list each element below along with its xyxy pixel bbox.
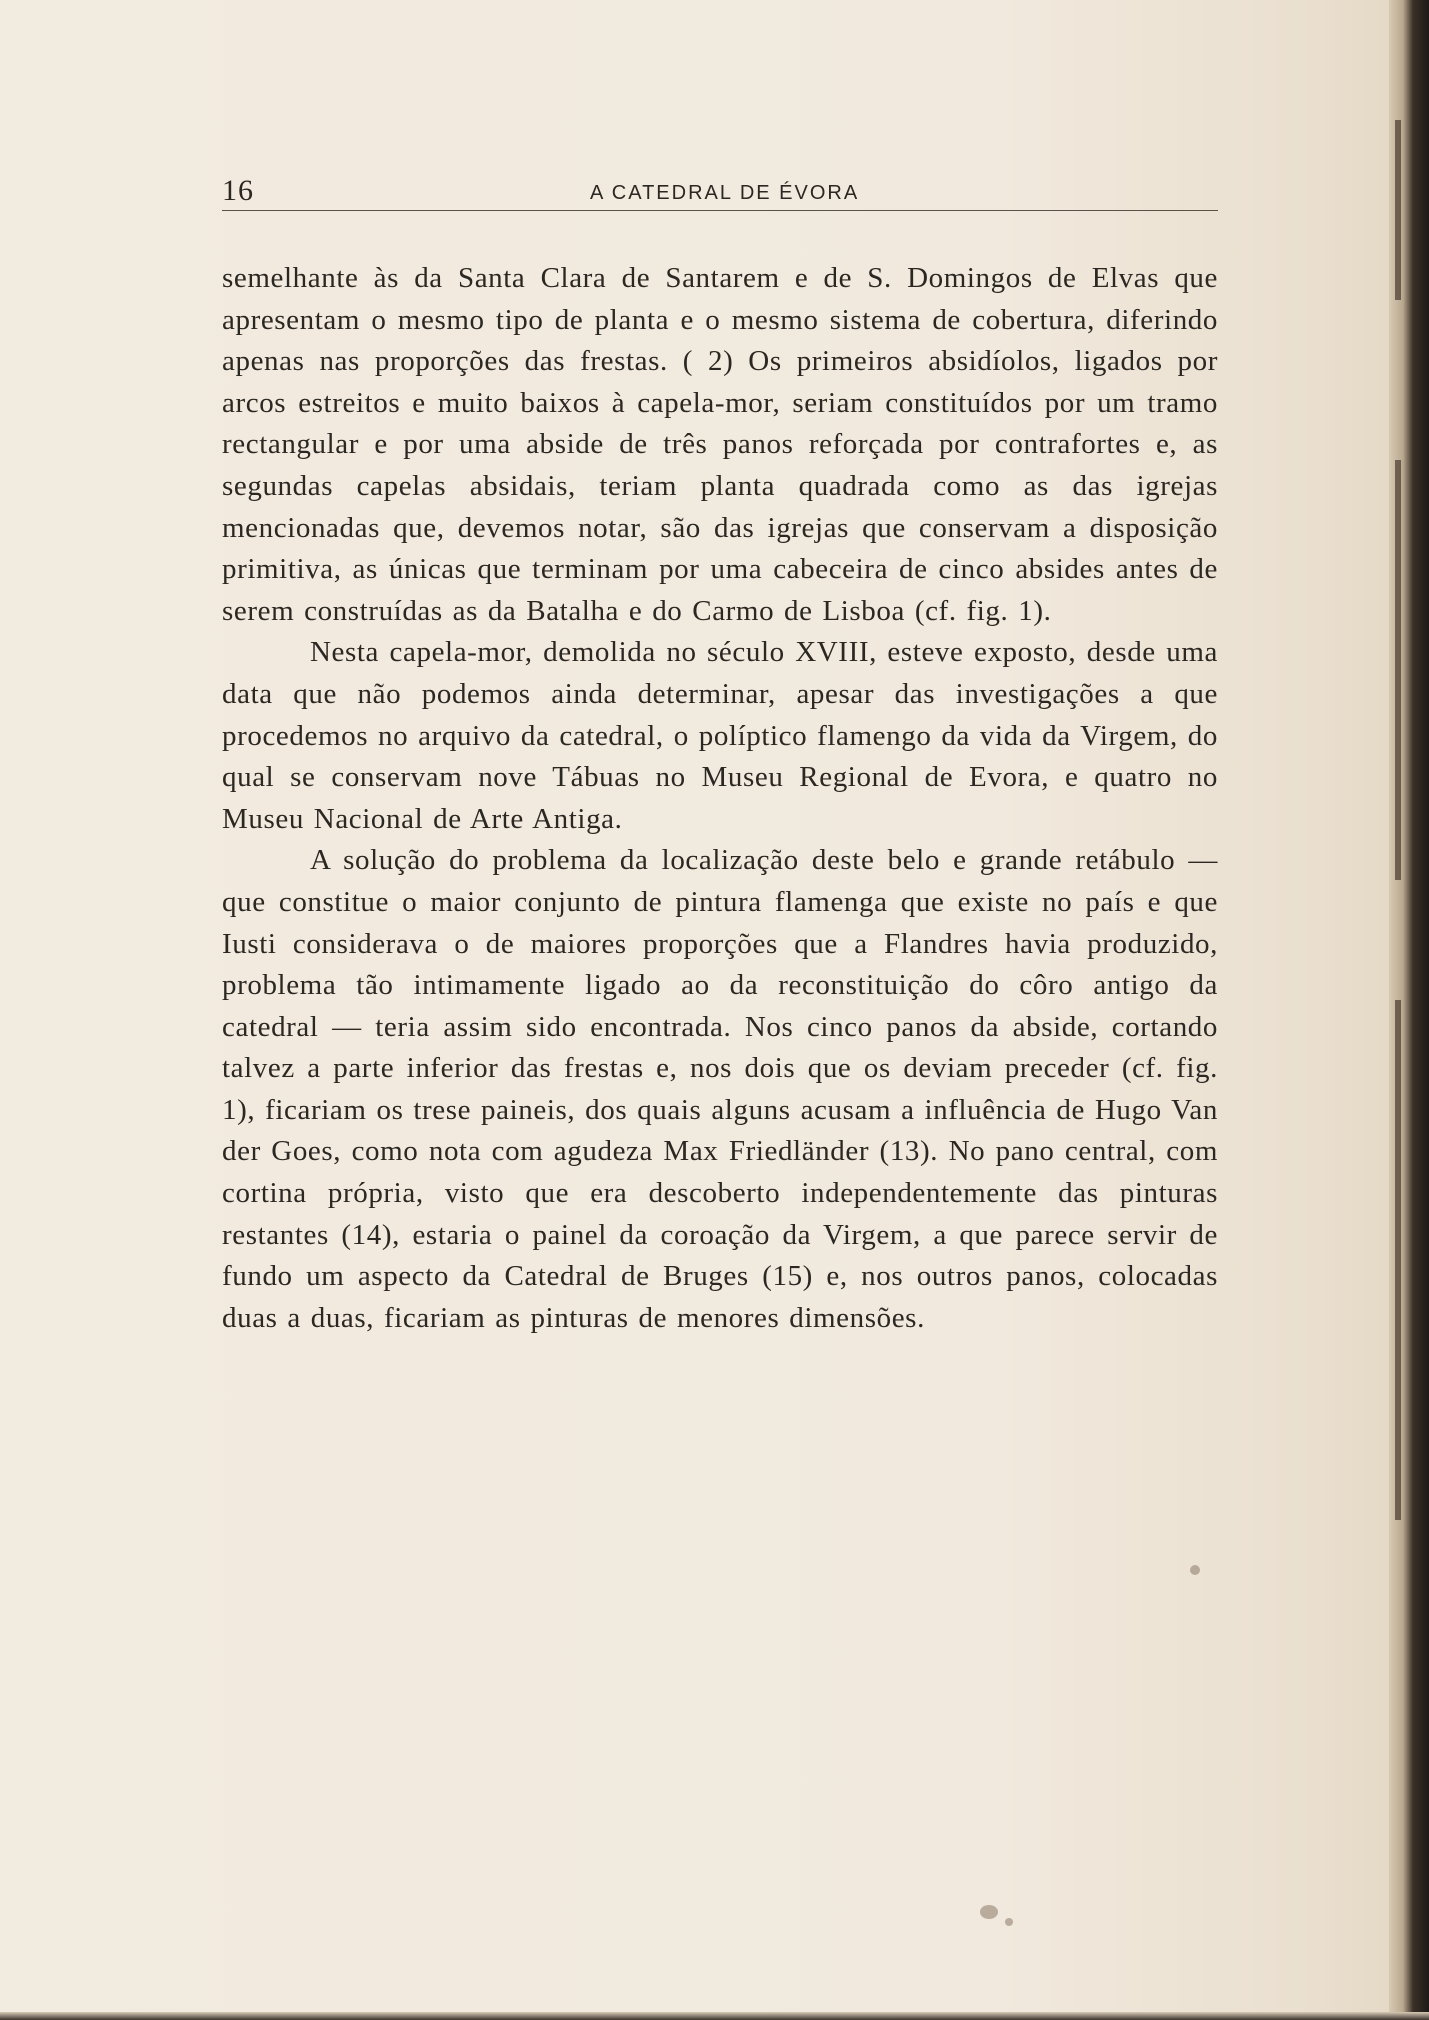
edge-stain xyxy=(1395,1000,1401,1520)
edge-stain xyxy=(1395,120,1401,300)
page-header xyxy=(222,170,1218,214)
paragraph-1: semelhante às da Santa Clara de Santarem e de S. Domingos de Elvas que apresentam o mesmo tipo de planta e o mesmo sistema de cobertura, diferindo apenas nas proporções das frestas. ( 2) Os primeiros absidíolos, ligados por arcos estreitos e muito baixos à capela-mor, seriam constituídos por um tramo rectangular e por uma abside de três panos reforçada por contrafortes e, as segundas capelas absidais, teriam planta quadrada como as das igrejas mencionadas que, devemos notar, são das igrejas que conservam a disposição primitiva, as únicas que terminam por uma cabeceira de cinco absides antes de serem construídas as da Batalha e do Carmo de Lisboa (cf. fig. 1). xyxy=(222,262,1218,627)
page-number: 16 xyxy=(222,174,254,207)
header-rule xyxy=(222,210,1218,211)
paper-speck xyxy=(980,1905,998,1919)
running-title: A CATEDRAL DE ÉVORA xyxy=(590,182,860,204)
paper-speck xyxy=(1190,1565,1200,1575)
page-bottom-edge xyxy=(0,2012,1429,2020)
paragraph-2: Nesta capela-mor, demolida no século XVIII, esteve exposto, desde uma data que não podemos ainda determinar, apesar das investigações a que procedemos no arquivo da catedral, o políptico flamengo da vida da Virgem, do qual se conservam nove Tábuas no Museu Regional de Evora, e quatro no Museu Nacional de Arte Antiga. xyxy=(222,636,1218,835)
body-text xyxy=(222,258,1218,1339)
edge-stain xyxy=(1395,460,1401,880)
paper-speck xyxy=(1005,1918,1013,1926)
paragraph-3: A solução do problema da localização deste belo e grande retábulo — que constitue o maior conjunto de pintura flamenga que existe no país e que Iusti considerava o de maiores proporções que a Flandres havia produzido, problema tão intimamente ligado ao da reconstituição do côro antigo da catedral — teria assim sido encontrada. Nos cinco panos da abside, cortando talvez a parte inferior das frestas e, nos dois que os deviam preceder (cf. fig. 1), ficariam os trese paineis, dos quais alguns acusam a influência de Hugo Van der Goes, como nota com agudeza Max Friedländer (13). No pano central, com cortina própria, visto que era descoberto independentemente das pinturas restantes (14), estaria o painel da coroação da Virgem, a que parece servir de fundo um aspecto da Catedral de Bruges (15) e, nos outros panos, colocadas duas a duas, ficariam as pinturas de menores dimensões. xyxy=(222,844,1218,1334)
